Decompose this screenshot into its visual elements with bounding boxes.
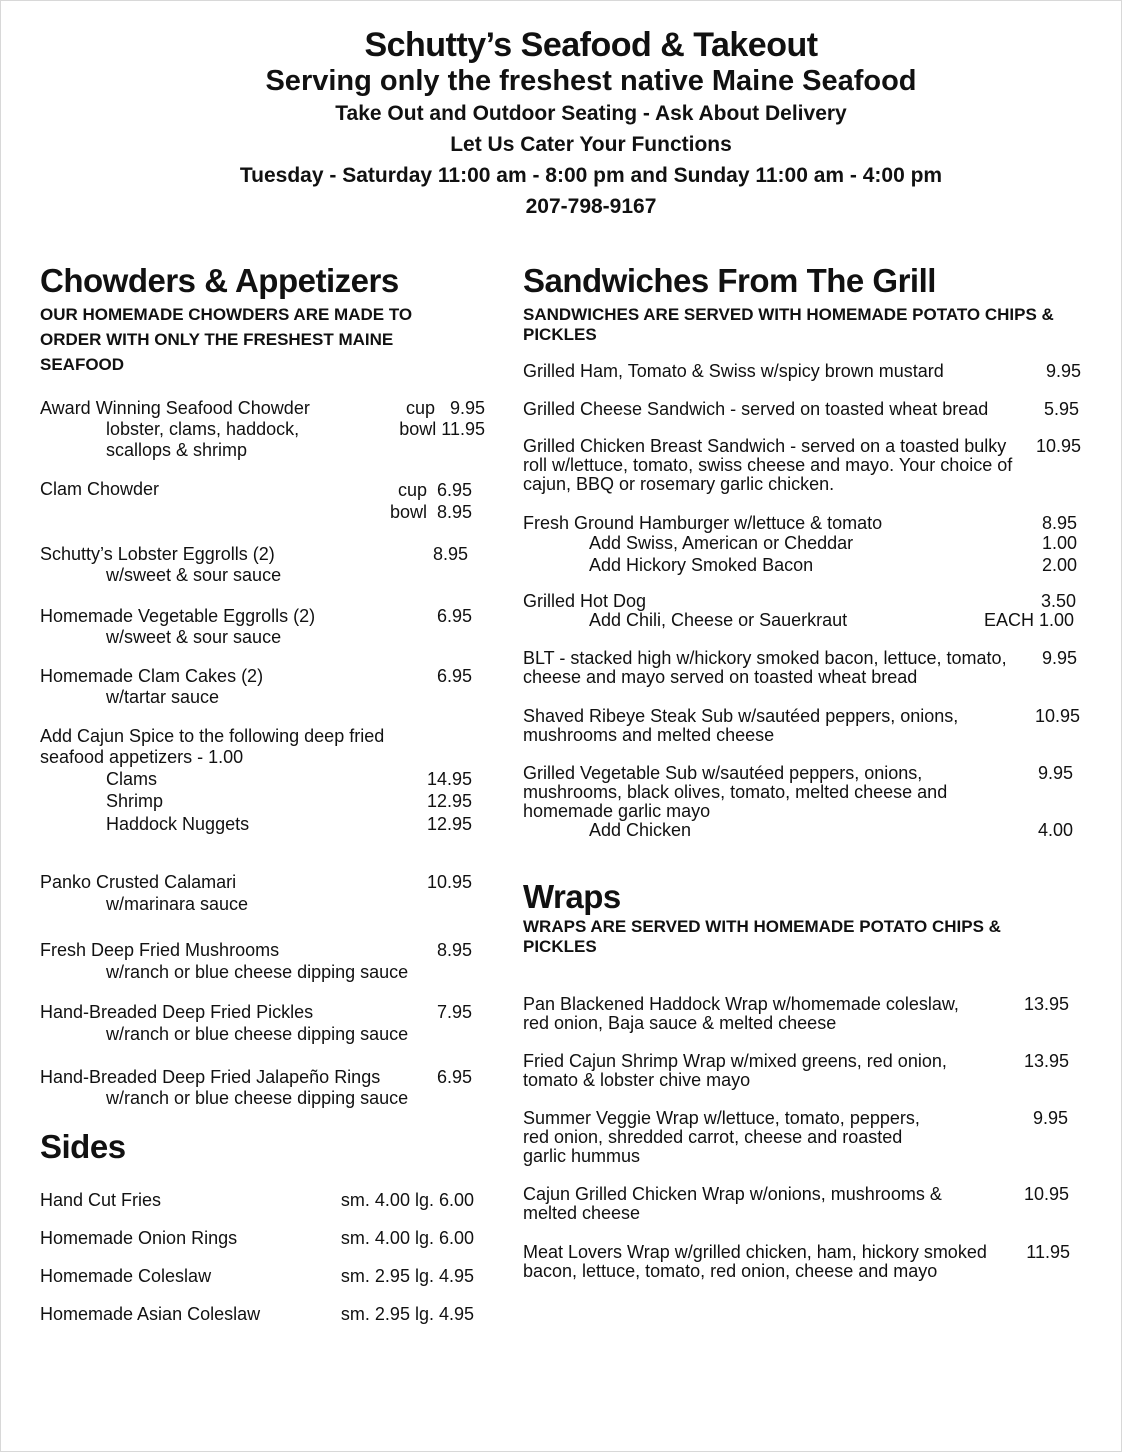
item-price: sm. 2.95 lg. 4.95 (340, 1304, 474, 1324)
item-name: Pan Blackened Haddock Wrap w/homemade coleslaw, red onion, Baja sauce & melted cheese (523, 994, 959, 1033)
item-desc: w/marinara sauce (106, 894, 249, 914)
restaurant-name: Schutty’s Seafood & Takeout (364, 26, 818, 64)
menu-item-pickles (40, 1002, 472, 1045)
section-title-wraps: Wraps (523, 878, 621, 915)
list-item (40, 769, 472, 790)
item-name: Homemade Vegetable Eggrolls (2) (40, 606, 316, 626)
menu-item-clam-cakes (40, 666, 472, 708)
item-price: 10.95 (1035, 436, 1081, 456)
menu-item-grilled-ham (523, 361, 1081, 382)
item-name: Grilled Cheese Sandwich - served on toasted wheat bread (523, 399, 989, 419)
item-name: Homemade Onion Rings (40, 1228, 238, 1248)
service-info: Take Out and Outdoor Seating - Ask About Delivery (335, 102, 847, 125)
catering-info: Let Us Cater Your Functions (450, 133, 732, 156)
item-desc: w/ranch or blue cheese dipping sauce (106, 1024, 409, 1044)
item-price: 8.95 (1041, 513, 1077, 533)
item-name: Shrimp (106, 791, 164, 811)
item-price-bowl: bowl 11.95 (399, 419, 485, 439)
item-price: 11.95 (1026, 1242, 1070, 1262)
item-price: 13.95 (1023, 1051, 1069, 1071)
item-name: Cajun Grilled Chicken Wrap w/onions, mushrooms & melted cheese (523, 1184, 942, 1223)
item-name: Hand Cut Fries (40, 1190, 162, 1210)
list-item (40, 814, 472, 835)
item-name: Grilled Vegetable Sub w/sautéed peppers, onions, mushrooms, black olives, tomato, melted cheese and homemade garlic mayo (523, 763, 948, 821)
sandwiches-note: SANDWICHES ARE SERVED WITH HOMEMADE POTATO CHIPS & PICKLES (523, 305, 1054, 344)
wraps-note: WRAPS ARE SERVED WITH HOMEMADE POTATO CHIPS & PICKLES (523, 917, 1001, 956)
item-name: Grilled Ham, Tomato & Swiss w/spicy brown mustard (523, 361, 944, 381)
list-item (40, 1266, 474, 1287)
sides-section (40, 1128, 474, 1342)
menu-item-shrimp-wrap (523, 1052, 1069, 1090)
item-name: Shaved Ribeye Steak Sub w/sautéed peppers, onions, mushrooms and melted cheese (523, 706, 959, 745)
item-price-bowl: bowl 8.95 (389, 502, 472, 522)
item-name: Fresh Ground Hamburger w/lettuce & tomato (523, 513, 883, 533)
item-addon: Add Chili, Cheese or Sauerkraut (589, 610, 848, 630)
section-title-sides: Sides (40, 1128, 126, 1165)
item-name: Haddock Nuggets (106, 814, 250, 834)
item-price-cup: cup 9.95 (405, 398, 485, 418)
list-item (40, 1228, 474, 1249)
item-addon-price: 2.00 (1041, 555, 1077, 575)
menu-item-seafood-chowder (40, 398, 485, 461)
item-price: 10.95 (1023, 1184, 1069, 1204)
item-price: 12.95 (426, 791, 472, 811)
menu-item-jalapeno-rings (40, 1067, 472, 1109)
item-addon: Add Swiss, American or Cheddar (589, 533, 854, 553)
item-desc: scallops & shrimp (106, 440, 248, 460)
menu-item-meat-lovers-wrap (523, 1243, 1070, 1281)
item-desc: lobster, clams, haddock, (106, 419, 300, 439)
item-desc: w/tartar sauce (106, 687, 220, 707)
item-addon: Add Hickory Smoked Bacon (589, 555, 814, 575)
item-price: 13.95 (1023, 994, 1069, 1014)
item-name: Fried Cajun Shrimp Wrap w/mixed greens, red onion, tomato & lobster chive mayo (523, 1051, 947, 1090)
item-price: 8.95 (436, 940, 472, 960)
item-price: 6.95 (436, 606, 472, 626)
item-name: Summer Veggie Wrap w/lettuce, tomato, peppers, red onion, shredded carrot, cheese and roasted garlic hummus (523, 1108, 920, 1166)
menu-item-cajun-chicken-wrap (523, 1185, 1069, 1223)
cajun-spice-note: Add Cajun Spice to the following deep fried seafood appetizers - 1.00 (40, 726, 385, 767)
item-name: Meat Lovers Wrap w/grilled chicken, ham, hickory smoked bacon, lettuce, tomato, red onion, cheese and mayo (523, 1242, 987, 1281)
item-price: 10.95 (426, 872, 472, 892)
menu-item-hot-dog (523, 592, 1076, 630)
section-title-chowders: Chowders & Appetizers (40, 262, 399, 299)
cajun-spice-block (40, 726, 472, 835)
item-name: Hand-Breaded Deep Fried Jalapeño Rings (40, 1067, 381, 1087)
list-item (40, 791, 472, 812)
menu-header (0, 26, 1122, 222)
item-price: 10.95 (1034, 706, 1080, 726)
item-price: 9.95 (1041, 648, 1077, 668)
item-desc: w/ranch or blue cheese dipping sauce (106, 1088, 409, 1108)
item-price: 9.95 (1045, 361, 1081, 381)
item-addon-price: EACH 1.00 (983, 610, 1074, 630)
item-desc: w/sweet & sour sauce (106, 565, 282, 585)
item-name: Homemade Coleslaw (40, 1266, 212, 1286)
item-name: Homemade Clam Cakes (2) (40, 666, 264, 686)
item-price: 12.95 (426, 814, 472, 834)
item-price: 9.95 (1037, 763, 1073, 783)
item-name: Schutty’s Lobster Eggrolls (2) (40, 544, 275, 564)
item-name: Fresh Deep Fried Mushrooms (40, 940, 280, 960)
menu-item-clam-chowder (40, 479, 472, 523)
menu-item-calamari (40, 872, 472, 915)
wraps-section (523, 878, 1083, 957)
business-hours: Tuesday - Saturday 11:00 am - 8:00 pm and Sunday 11:00 am - 4:00 pm (239, 164, 943, 187)
item-name: Grilled Hot Dog (523, 591, 647, 611)
item-name: Clams (106, 769, 158, 789)
item-price: 6.95 (436, 1067, 472, 1087)
item-price: 14.95 (426, 769, 472, 789)
menu-item-vegetable-sub (523, 764, 1073, 840)
menu-item-blt (523, 649, 1077, 687)
phone-number: 207-798-9167 (525, 195, 657, 218)
menu-item-haddock-wrap (523, 995, 1069, 1033)
left-column (40, 262, 490, 1324)
item-name: Award Winning Seafood Chowder (40, 398, 310, 418)
item-name: BLT - stacked high w/hickory smoked bacon, lettuce, tomato, cheese and mayo served on toasted wheat bread (523, 648, 1007, 687)
item-addon-price: 4.00 (1037, 820, 1073, 840)
item-name: Homemade Asian Coleslaw (40, 1304, 261, 1324)
menu-item-grilled-chicken (523, 437, 1081, 494)
item-addon-price: 1.00 (1041, 533, 1077, 553)
menu-item-grilled-cheese (523, 399, 1079, 420)
item-price: 3.50 (1040, 591, 1076, 611)
item-price: 9.95 (1032, 1108, 1068, 1128)
item-price: sm. 2.95 lg. 4.95 (340, 1266, 474, 1286)
item-name: Hand-Breaded Deep Fried Pickles (40, 1002, 314, 1022)
item-price: sm. 4.00 lg. 6.00 (340, 1228, 474, 1248)
item-name: Panko Crusted Calamari (40, 872, 237, 892)
menu-item-vegetable-eggrolls (40, 606, 472, 648)
item-price: 7.95 (436, 1002, 472, 1022)
item-addon: Add Chicken (589, 820, 692, 840)
item-price: 8.95 (432, 544, 468, 564)
tagline: Serving only the freshest native Maine Seafood (265, 65, 917, 97)
menu-item-lobster-eggrolls (40, 544, 468, 586)
menu-item-ribeye-sub (523, 707, 1080, 745)
list-item (40, 1304, 474, 1325)
chowders-note: OUR HOMEMADE CHOWDERS ARE MADE TO ORDER WITH ONLY THE FRESHEST MAINE SEAFOOD (40, 305, 413, 374)
item-name: Clam Chowder (40, 479, 160, 499)
menu-item-hamburger (523, 513, 1077, 575)
item-price: 6.95 (436, 666, 472, 686)
menu-item-mushrooms (40, 940, 472, 983)
item-price-cup: cup 6.95 (397, 480, 472, 500)
item-price: sm. 4.00 lg. 6.00 (340, 1190, 474, 1210)
item-name: Grilled Chicken Breast Sandwich - served on a toasted bulky roll w/lettuce, tomato, swiss cheese and mayo. Your choice of cajun, BBQ or rosemary garlic chicken. (523, 436, 1013, 494)
section-title-sandwiches: Sandwiches From The Grill (523, 262, 936, 299)
item-price: 5.95 (1043, 399, 1079, 419)
menu-item-veggie-wrap (523, 1109, 1068, 1166)
right-column (523, 262, 1085, 1281)
item-desc: w/sweet & sour sauce (106, 627, 282, 647)
list-item (40, 1190, 474, 1211)
item-desc: w/ranch or blue cheese dipping sauce (106, 962, 409, 982)
